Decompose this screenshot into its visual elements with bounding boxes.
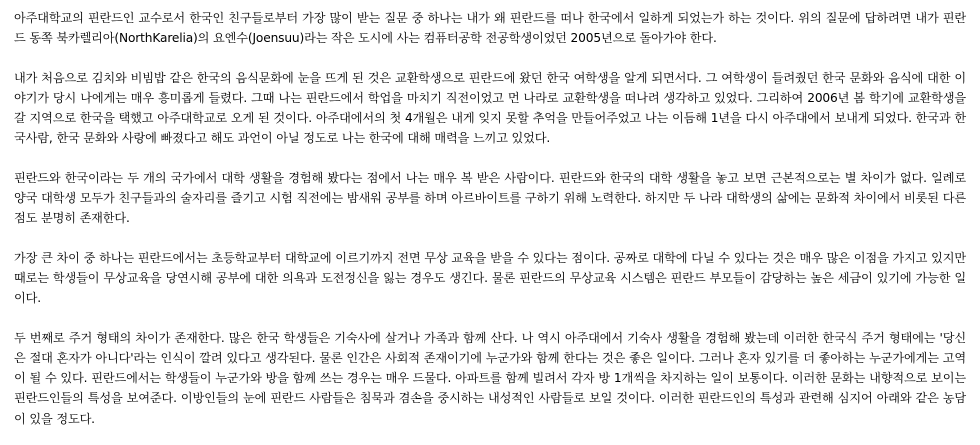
paragraph-5: 두 번째로 주거 형태의 차이가 존재한다. 많은 한국 학생들은 기숙사에 살거나 가족과 함께 산다. 나 역시 아주대에서 기숙사 생활을 경험해 봤는데 이러한 한국식 주거 형태에는 '당신은 절대 혼자가 아니다'라는 인식이 깔려 있다고 생각된다. 물론 인간은 사회적 존재이기에 누군가와 함께 한다는 것은 좋은 일이다. 그러나 혼자 있기를 더 좋아하는 누군가에게는 고역이 될 수 있다. 핀란드에서는 학생들이 누군가와 방을 함께 쓰는 경우는 매우 드물다. 아파트를 함께 빌려서 각자 방 1개씩을 차지하는 일이 보통이다. 이러한 문화는 내향적으로 보이는 핀란드인들의 특성을 보여준다. 이방인들의 눈에 핀란드 사람들은 침묵과 겸손을 중시하는 내성적인 사람들로 보일 것이다. 이러한 핀란드인의 특성과 관련해 심지어 아래와 같은 농담이 있을 정도다. [14, 330, 966, 426]
paragraph-4: 가장 큰 차이 중 하나는 핀란드에서는 초등학교부터 대학교에 이르기까지 전면 무상 교육을 받을 수 있다는 점이다. 공짜로 대학에 다닐 수 있다는 것은 매우 많은 이점을 가지고 있지만 때로는 학생들이 무상교육을 당연시해 공부에 대한 의욕과 도전정신을 잃는 경우도 생긴다. 물론 핀란드의 무상교육 시스템은 핀란드 부모들이 감당하는 높은 세금이 있기에 가능한 일이다. [14, 250, 966, 306]
paragraph-2: 내가 처음으로 김치와 비빔밥 같은 한국의 음식문화에 눈을 뜨게 된 것은 교환학생으로 핀란드에 왔던 한국 여학생을 알게 되면서다. 그 여학생이 들려줬던 한국 문화와 음식에 대한 이야기가 당시 나에게는 매우 흥미롭게 들렸다. 그때 나는 핀란드에서 학업을 마치기 직전이었고 먼 나라로 교환학생을 떠나려 생각하고 있었다. 그리하여 2006년 봄 학기에 교환학생을 갈 지역으로 한국을 택했고 아주대학교로 오게 된 것이다. 아주대에서의 첫 4개월은 내게 잊지 못할 추억을 만들어주었고 나는 이듬해 1년을 다시 아주대에서 보내게 되었다. 한국과 한국사람, 한국 문화와 사랑에 빠졌다고 해도 과언이 아닐 정도로 나는 한국에 대해 매력을 느끼고 있었다. [14, 70, 966, 146]
paragraph-1: 아주대학교의 핀란드인 교수로서 한국인 친구들로부터 가장 많이 받는 질문 중 하나는 내가 왜 핀란드를 떠나 한국에서 일하게 되었는가 하는 것이다. 위의 질문에 답하려면 내가 핀란드 동쪽 북카렐리아(NorthKarelia)의 요엔수(Joensuu)라는 작은 도시에 사는 컴퓨터공학 전공학생이었던 2005년으로 돌아가야 한다. [14, 11, 966, 46]
paragraph-3: 핀란드와 한국이라는 두 개의 국가에서 대학 생활을 경험해 봤다는 점에서 나는 매우 복 받은 사람이다. 핀란드와 한국의 대학 생활을 놓고 보면 근본적으로는 별 차이가 없다. 일례로 양국 대학생 모두가 친구들과의 술자리를 즐기고 시험 직전에는 밤새워 공부를 하며 아르바이트를 구하기 위해 노력한다. 하지만 두 나라 대학생의 삶에는 문화적 차이에서 비롯된 다른 점도 분명히 존재한다. [14, 170, 966, 226]
